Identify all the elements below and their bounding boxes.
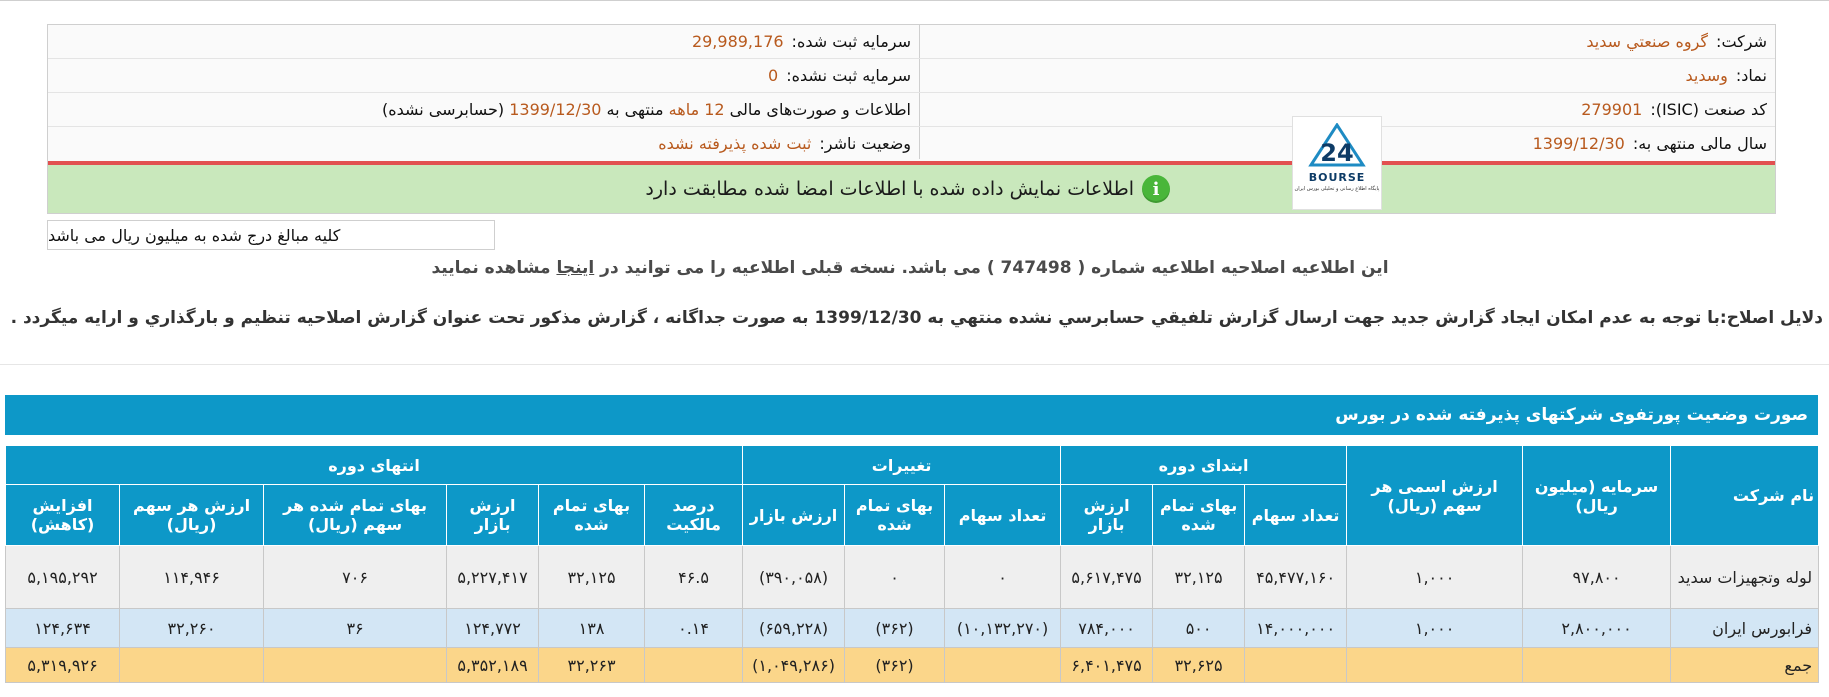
logo-word: BOURSE bbox=[1308, 171, 1366, 184]
company-info-panel bbox=[47, 24, 1776, 214]
total-empty bbox=[945, 648, 1061, 683]
row-increase: ۱۲۴,۶۳۴ bbox=[6, 609, 120, 648]
top-divider bbox=[0, 0, 1829, 1]
statements-ending: منتهی به bbox=[606, 100, 664, 119]
col-end-value-per-share: ارزش هر سهم (ریال) bbox=[120, 485, 264, 546]
col-end-ownership: درصد مالکیت bbox=[645, 485, 743, 546]
row-end-market: ۵,۲۲۷,۴۱۷ bbox=[447, 546, 539, 609]
col-capital: سرمایه (میلیون ریال) bbox=[1523, 446, 1671, 546]
col-start-cost: بهای تمام شده bbox=[1153, 485, 1245, 546]
total-increase: ۵,۳۱۹,۹۲۶ bbox=[6, 648, 120, 683]
section-divider bbox=[0, 364, 1829, 365]
row-par: ۱,۰۰۰ bbox=[1347, 609, 1523, 648]
fiscal-year-value: 1399/12/30 bbox=[1532, 133, 1625, 153]
company-label: شرکت: bbox=[1716, 32, 1767, 51]
col-start-shares: تعداد سهام bbox=[1245, 485, 1347, 546]
bourse-logo-icon bbox=[1292, 116, 1382, 210]
row-start-market: ۷۸۴,۰۰۰ bbox=[1061, 609, 1153, 648]
row-capital: ۹۷,۸۰۰ bbox=[1523, 546, 1671, 609]
col-end-increase: افزایش (کاهش) bbox=[6, 485, 120, 546]
correction-reason: دلایل اصلاح:با توجه به عدم امکان ايجاد گزارش جديد جهت ارسال گزارش تلفيقي حسابرسي نشده منتهي به 1399/12/30 به صورت جداگانه ، گزارش مذکور تحت عنوان گزارش اصلاحيه تنظيم و بارگذاري و ارايه ميگردد . bbox=[10, 308, 1823, 328]
isic-label: کد صنعت (ISIC): bbox=[1650, 100, 1767, 119]
portfolio-title: صورت وضعیت پورتفوی شرکتهای پذیرفته شده در بورس bbox=[5, 395, 1818, 435]
row-start-shares: ۱۴,۰۰۰,۰۰۰ bbox=[1245, 609, 1347, 648]
row-value-per-share: ۳۲,۲۶۰ bbox=[120, 609, 264, 648]
symbol-value: وسديد bbox=[1685, 66, 1728, 85]
group-period-end: انتهای دوره bbox=[6, 446, 743, 485]
group-changes: تغییرات bbox=[743, 446, 1061, 485]
row-company-name: لوله وتجهیزات سدید bbox=[1671, 546, 1819, 609]
bourse-logo-mark-icon bbox=[1307, 123, 1367, 169]
row-start-cost: ۵۰۰ bbox=[1153, 609, 1245, 648]
row-ownership: ۰.۱۴ bbox=[645, 609, 743, 648]
col-end-cost: بهای تمام شده bbox=[539, 485, 645, 546]
row-increase: ۵,۱۹۵,۲۹۲ bbox=[6, 546, 120, 609]
fiscal-year-label: سال مالی منتهی به: bbox=[1632, 133, 1767, 153]
row-company-name: فرابورس ایران bbox=[1671, 609, 1819, 648]
col-company-name: نام شرکت bbox=[1671, 446, 1819, 546]
svg-text:24: 24 bbox=[1320, 139, 1354, 167]
isic-value: 279901 bbox=[1581, 100, 1643, 119]
statements-audit: (حسابرسی نشده) bbox=[381, 100, 505, 119]
info-row-4 bbox=[48, 127, 1775, 159]
col-change-market: ارزش بازار bbox=[743, 485, 845, 546]
statements-label: اطلاعات و صورت‌های مالی bbox=[729, 100, 911, 119]
row-change-market: (۳۹۰,۰۵۸) bbox=[743, 546, 845, 609]
notice-suffix: مشاهده نمایید bbox=[431, 258, 551, 278]
match-status-bar bbox=[48, 165, 1775, 213]
registered-capital-label: سرمایه ثبت شده: bbox=[791, 32, 911, 51]
row-ownership: ۴۶.۵ bbox=[645, 546, 743, 609]
row-start-shares: ۴۵,۴۷۷,۱۶۰ bbox=[1245, 546, 1347, 609]
col-change-shares: تعداد سهام bbox=[945, 485, 1061, 546]
table-row bbox=[6, 609, 1819, 648]
row-capital: ۲,۸۰۰,۰۰۰ bbox=[1523, 609, 1671, 648]
total-label: جمع bbox=[1671, 648, 1819, 683]
row-par: ۱,۰۰۰ bbox=[1347, 546, 1523, 609]
total-end-market: ۵,۳۵۲,۱۸۹ bbox=[447, 648, 539, 683]
total-empty bbox=[645, 648, 743, 683]
previous-version-link[interactable]: اینجا bbox=[556, 258, 595, 278]
info-row-3 bbox=[48, 93, 1775, 127]
row-change-market: (۶۵۹,۲۲۸) bbox=[743, 609, 845, 648]
row-cost-per-share: ۷۰۶ bbox=[264, 546, 447, 609]
row-cost-per-share: ۳۶ bbox=[264, 609, 447, 648]
total-empty bbox=[1245, 648, 1347, 683]
total-change-cost: (۳۶۲) bbox=[845, 648, 945, 683]
row-end-cost: ۳۲,۱۲۵ bbox=[539, 546, 645, 609]
total-start-cost: ۳۲,۶۲۵ bbox=[1153, 648, 1245, 683]
total-empty bbox=[264, 648, 447, 683]
col-end-market: ارزش بازار bbox=[447, 485, 539, 546]
logo-subtitle: پایگاه اطلاع رسانی و تحلیلی بورس ایران bbox=[1294, 186, 1380, 192]
row-change-shares: ۰ bbox=[945, 546, 1061, 609]
row-start-market: ۵,۶۱۷,۴۷۵ bbox=[1061, 546, 1153, 609]
info-icon: i bbox=[1142, 175, 1170, 203]
row-change-cost: ۰ bbox=[845, 546, 945, 609]
statements-date: 1399/12/30 bbox=[509, 100, 602, 119]
col-start-market: ارزش بازار bbox=[1061, 485, 1153, 546]
total-row bbox=[6, 648, 1819, 683]
notice-prefix: این اطلاعیه اصلاحیه اطلاعیه شماره ( 747498 ) می باشد. نسخه قبلی اطلاعیه را می توانید در bbox=[600, 258, 1389, 278]
unit-note-box bbox=[47, 220, 495, 250]
company-value: گروه صنعتي سديد bbox=[1586, 32, 1709, 51]
unit-note: کلیه مبالغ درج شده به میلیون ریال می باشد bbox=[48, 225, 341, 245]
col-end-cost-per-share: بهای تمام شده هر سهم (ریال) bbox=[264, 485, 447, 546]
unregistered-capital-value: 0 bbox=[768, 66, 779, 85]
total-empty bbox=[1523, 648, 1671, 683]
match-message: اطلاعات نمایش داده شده با اطلاعات امضا شده مطابقت دارد bbox=[645, 178, 1134, 200]
group-period-start: ابتدای دوره bbox=[1061, 446, 1347, 485]
statements-months: 12 ماهه bbox=[668, 100, 725, 119]
symbol-label: نماد: bbox=[1735, 66, 1767, 85]
row-value-per-share: ۱۱۴,۹۴۶ bbox=[120, 546, 264, 609]
row-change-cost: (۳۶۲) bbox=[845, 609, 945, 648]
portfolio-table bbox=[5, 445, 1819, 683]
row-end-cost: ۱۳۸ bbox=[539, 609, 645, 648]
publisher-status-value: ثبت شده پذیرفته نشده bbox=[658, 133, 812, 153]
row-change-shares: (۱۰,۱۳۲,۲۷۰) bbox=[945, 609, 1061, 648]
total-empty bbox=[1347, 648, 1523, 683]
total-start-market: ۶,۴۰۱,۴۷۵ bbox=[1061, 648, 1153, 683]
total-end-cost: ۳۲,۲۶۳ bbox=[539, 648, 645, 683]
info-row-2 bbox=[48, 59, 1775, 93]
info-row-1 bbox=[48, 25, 1775, 59]
registered-capital-value: 29,989,176 bbox=[691, 32, 784, 51]
col-par-value: ارزش اسمی هر سهم (ریال) bbox=[1347, 446, 1523, 546]
publisher-status-label: وضعیت ناشر: bbox=[819, 133, 911, 153]
total-change-market: (۱,۰۴۹,۲۸۶) bbox=[743, 648, 845, 683]
row-end-market: ۱۲۴,۷۷۲ bbox=[447, 609, 539, 648]
unregistered-capital-label: سرمایه ثبت نشده: bbox=[786, 66, 911, 85]
table-row bbox=[6, 546, 1819, 609]
correction-notice bbox=[420, 258, 1400, 278]
col-change-cost: بهای تمام شده bbox=[845, 485, 945, 546]
total-empty bbox=[120, 648, 264, 683]
row-start-cost: ۳۲,۱۲۵ bbox=[1153, 546, 1245, 609]
